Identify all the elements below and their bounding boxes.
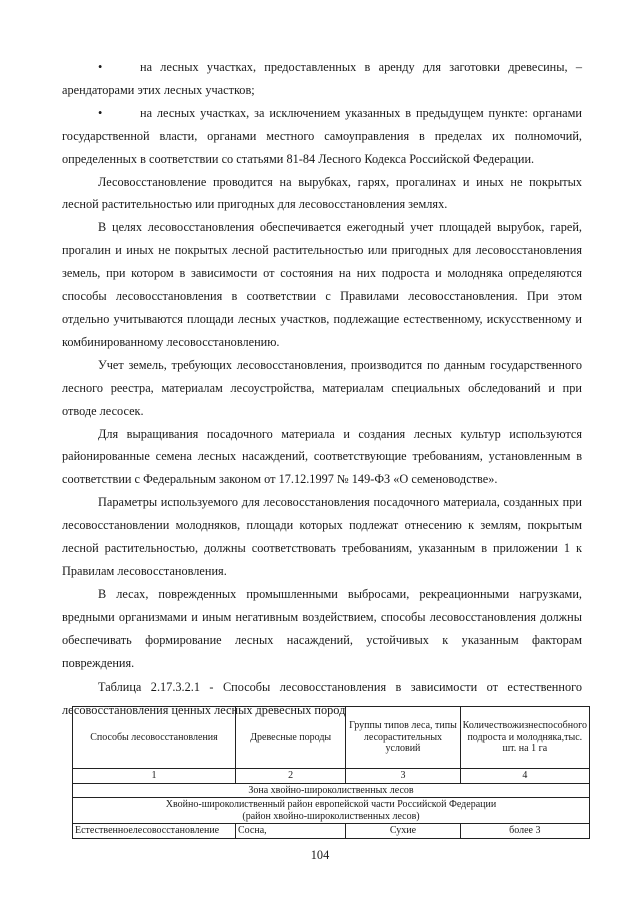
paragraph: В лесах, поврежденных промышленными выбросами, рекреационными нагрузками, вредными организмами и иным негативным воздействием, способы лесовосстановления должны обеспечивать формирование лесных насаждений, устойчивых к указанным факторам повреждения. (62, 586, 582, 670)
table-header-cell: Способы лесовосстановления (73, 707, 236, 769)
table-caption: Таблица 2.17.3.2.1 - Способы лесовосстановления в зависимости от естественного лесовосстановления ценных лесных древесных пород (62, 680, 582, 718)
paragraph: Параметры используемого для лесовосстановления посадочного материала, созданных при лесовосстановлении молодняков, площади которых подлежат отнесению к землям, покрытым лесной растительностью, должны соответствовать требованиям, указанным в приложении 1 к Правилам лесовосстановления. (62, 495, 582, 578)
paragraph: Лесовосстановление проводится на вырубках, гарях, прогалинах и иных не покрытых лесной растительностью или пригодных для лесовосстановления землях. (62, 174, 582, 212)
zone-cell: Зона хвойно-широколиственных лесов (73, 783, 590, 798)
bullet-icon: • (98, 60, 103, 74)
table-row (73, 798, 590, 824)
table-cell: 4 (460, 769, 589, 784)
table-header-row (73, 707, 590, 769)
reforestation-table (72, 706, 590, 839)
table-header-cell: Количествожизнеспособного подроста и молодняка,тыс. шт. на 1 га (460, 707, 589, 769)
table-number-row (73, 769, 590, 784)
bullet-icon: • (98, 105, 103, 120)
paragraph: В целях лесовосстановления обеспечивается ежегодный учет площадей вырубок, гарей, прогалин и иных не покрытых лесной растительностью или пригодных для лесовосстановления земель, при котором в зависимости от состояния на них подроста и молодняка определяются способы лесовосстановления в соответствии с Правилами лесовосстановления. При этом отдельно учитываются площади лесных участков, подлежащие естественному, искусственному и комбинированному лесовосстановлению. (62, 220, 582, 349)
page-number: 104 (310, 848, 330, 862)
table-cell: более 3 (460, 824, 589, 839)
bullet-item: • на лесных участках, за исключением указанных в предыдущем пункте: органами государственной власти, органами местного самоуправления в пределах их полномочий, определенных в соответствии со статьями 81-84 Лесного Кодекса Российской Федерации. (62, 102, 582, 171)
table-row (73, 783, 590, 798)
region-line: Хвойно-широколиственный район европейской части Российской Федерации (165, 799, 497, 810)
table-cell: 2 (236, 769, 346, 784)
table-cell: Сосна, (236, 824, 346, 839)
table-cell: 3 (346, 769, 460, 784)
table-cell: Сухие (346, 824, 460, 839)
table-cell: Естественноелесовосстановление (73, 824, 236, 839)
body-text (62, 56, 582, 722)
table-row (73, 824, 590, 839)
paragraph: Учет земель, требующих лесовосстановления, производится по данным государственного лесного реестра, материалам лесоустройства, материалам специальных обследований и при отводе лесосек. (62, 357, 582, 418)
table-header-cell: Древесные породы (236, 707, 346, 769)
table-header-cell: Группы типов леса, типы лесорастительных условий (346, 707, 460, 769)
table-cell: 1 (73, 769, 236, 784)
region-line: (район хвойно-широколиственных лесов) (242, 810, 420, 822)
region-cell (73, 798, 590, 824)
paragraph: Для выращивания посадочного материала и создания лесных культур используются районированные семена лесных насаждений, соответствующие требованиям, установленным в соответствии с Федеральным законом от 17.12.1997 № 149-ФЗ «О семеноводстве». (62, 426, 582, 487)
bullet-item: • на лесных участках, предоставленных в аренду для заготовки древесины, – арендаторами этих лесных участков; (62, 56, 582, 102)
